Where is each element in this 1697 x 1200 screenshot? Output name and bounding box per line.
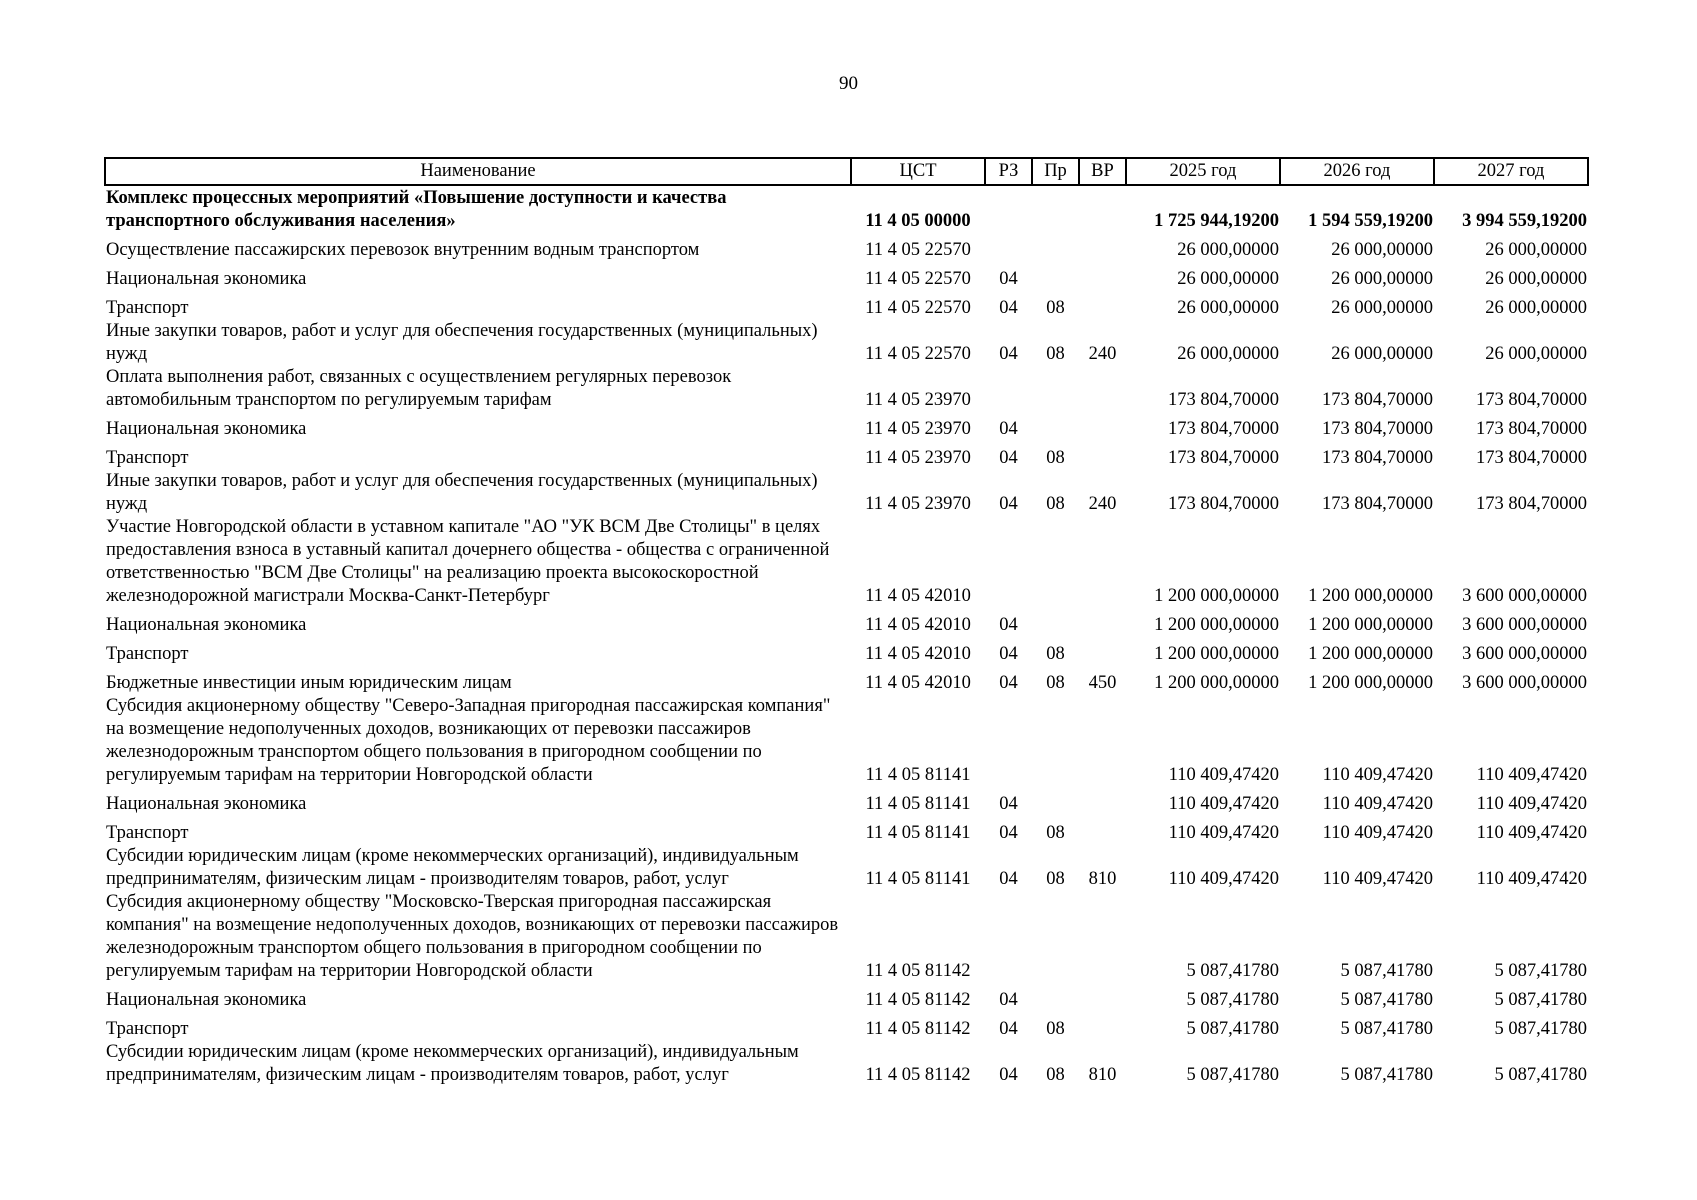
cell-name: Оплата выполнения работ, связанных с осуществлением регулярных перевозок автомобильным транспортом по регулируемым тарифам: [106, 367, 732, 410]
cell-2025: 5 087,41780: [1186, 1019, 1279, 1039]
cell-pr: 08: [1046, 823, 1065, 843]
cell-2027: 26 000,00000: [1485, 344, 1587, 364]
cell-2025: 26 000,00000: [1177, 269, 1279, 289]
cell-2025: 1 200 000,00000: [1154, 586, 1279, 606]
cell-2025: 110 409,47420: [1168, 823, 1279, 843]
cell-rz: [985, 891, 1032, 983]
cell-pr: 08: [1046, 1019, 1065, 1039]
cell-cst: 11 4 05 81142: [865, 1065, 971, 1085]
cell-2025: 1 200 000,00000: [1154, 644, 1279, 664]
table-row: [105, 787, 1588, 816]
cell-name: Национальная экономика: [106, 794, 307, 814]
cell-vr: [1079, 787, 1126, 816]
cell-vr: [1079, 516, 1126, 608]
cell-name: Национальная экономика: [106, 990, 307, 1010]
cell-2026: 173 804,70000: [1322, 390, 1433, 410]
cell-pr: [1032, 516, 1079, 608]
table-row: [105, 608, 1588, 637]
cell-pr: [1032, 262, 1079, 291]
cell-2027: 3 994 559,19200: [1462, 211, 1587, 231]
cell-name: Участие Новгородской области в уставном капитале "АО "УК ВСМ Две Столицы" в целях предоставления взноса в уставный капитал дочернего общества - общества с ограниченной ответственностью "ВСМ Две Столицы" на реализацию проекта высокоскоростной железнодорожной магистрали Москва-Санкт-Петербург: [106, 517, 830, 606]
cell-vr: [1079, 412, 1126, 441]
header-2027: 2027 год: [1434, 158, 1588, 185]
cell-2027: 26 000,00000: [1485, 298, 1587, 318]
cell-pr: [1032, 366, 1079, 412]
table-row: [105, 1012, 1588, 1041]
cell-pr: [1032, 695, 1079, 787]
cell-2026: 26 000,00000: [1331, 269, 1433, 289]
cell-2027: 173 804,70000: [1476, 390, 1587, 410]
cell-name: Субсидии юридическим лицам (кроме некоммерческих организаций), индивидуальным предпринимателям, физическим лицам - производителям товаров, работ, услуг: [106, 1042, 799, 1085]
cell-pr: 08: [1046, 673, 1065, 693]
cell-2025: 26 000,00000: [1177, 298, 1279, 318]
cell-2027: 5 087,41780: [1494, 1065, 1587, 1085]
cell-pr: 08: [1046, 298, 1065, 318]
cell-vr: 450: [1088, 673, 1117, 693]
cell-name: Транспорт: [106, 298, 189, 318]
cell-name: Транспорт: [106, 823, 189, 843]
cell-rz: 04: [999, 1065, 1018, 1085]
cell-2027: 173 804,70000: [1476, 419, 1587, 439]
cell-2026: 5 087,41780: [1340, 961, 1433, 981]
cell-cst: 11 4 05 81141: [865, 823, 971, 843]
cell-vr: [1079, 816, 1126, 845]
cell-cst: 11 4 05 23970: [865, 390, 971, 410]
cell-2027: 5 087,41780: [1494, 990, 1587, 1010]
cell-2027: 173 804,70000: [1476, 448, 1587, 468]
cell-pr: 08: [1046, 448, 1065, 468]
table-row: [105, 233, 1588, 262]
cell-rz: 04: [999, 269, 1018, 289]
cell-cst: 11 4 05 81142: [865, 990, 971, 1010]
cell-vr: [1079, 291, 1126, 320]
cell-2027: 3 600 000,00000: [1462, 644, 1587, 664]
cell-2026: 26 000,00000: [1331, 240, 1433, 260]
table-header: [105, 158, 1588, 185]
cell-rz: [985, 695, 1032, 787]
cell-2027: 5 087,41780: [1494, 1019, 1587, 1039]
table-row: [105, 516, 1588, 608]
cell-2026: 5 087,41780: [1340, 1019, 1433, 1039]
cell-rz: 04: [999, 494, 1018, 514]
cell-cst: 11 4 05 81141: [865, 869, 971, 889]
table-row: [105, 1041, 1588, 1087]
cell-2025: 110 409,47420: [1168, 765, 1279, 785]
cell-vr: 240: [1088, 494, 1117, 514]
cell-2026: 1 200 000,00000: [1308, 615, 1433, 635]
table-row: [105, 470, 1588, 516]
cell-2026: 26 000,00000: [1331, 344, 1433, 364]
cell-pr: [1032, 608, 1079, 637]
cell-pr: 08: [1046, 1065, 1065, 1085]
cell-rz: 04: [999, 823, 1018, 843]
table-row: [105, 412, 1588, 441]
cell-name: Комплекс процессных мероприятий «Повышение доступности и качества транспортного обслуживания населения»: [106, 188, 727, 231]
cell-2025: 173 804,70000: [1168, 448, 1279, 468]
cell-name: Осуществление пассажирских перевозок внутренним водным транспортом: [106, 240, 700, 260]
cell-pr: [1032, 412, 1079, 441]
cell-pr: [1032, 233, 1079, 262]
cell-cst: 11 4 05 81141: [865, 794, 971, 814]
cell-2025: 173 804,70000: [1168, 494, 1279, 514]
cell-2025: 173 804,70000: [1168, 419, 1279, 439]
cell-vr: [1079, 608, 1126, 637]
header-2025: 2025 год: [1126, 158, 1280, 185]
cell-cst: 11 4 05 81142: [865, 1019, 971, 1039]
header-row: [105, 158, 1588, 185]
cell-name: Национальная экономика: [106, 615, 307, 635]
cell-name: Иные закупки товаров, работ и услуг для обеспечения государственных (муниципальных) нужд: [106, 321, 818, 364]
cell-cst: 11 4 05 22570: [865, 344, 971, 364]
table-row: [105, 983, 1588, 1012]
header-name: Наименование: [105, 158, 851, 185]
cell-2027: 110 409,47420: [1476, 794, 1587, 814]
table-row: [105, 816, 1588, 845]
cell-pr: 08: [1046, 869, 1065, 889]
cell-2025: 173 804,70000: [1168, 390, 1279, 410]
cell-rz: 04: [999, 615, 1018, 635]
cell-cst: 11 4 05 22570: [865, 298, 971, 318]
cell-2027: 26 000,00000: [1485, 240, 1587, 260]
cell-2025: 26 000,00000: [1177, 240, 1279, 260]
cell-rz: 04: [999, 673, 1018, 693]
cell-2027: 110 409,47420: [1476, 869, 1587, 889]
cell-cst: 11 4 05 42010: [865, 673, 971, 693]
header-2026: 2026 год: [1280, 158, 1434, 185]
cell-2026: 26 000,00000: [1331, 298, 1433, 318]
cell-name: Субсидия акционерному обществу "Московско-Тверская пригородная пассажирская компания" на возмещение недополученных доходов, возникающих от перевозки пассажиров железнодорожным транспортом общего пользования в пригородном сообщении по регулируемым тарифам на территории Новгородской области: [106, 892, 839, 981]
cell-cst: 11 4 05 00000: [865, 211, 971, 231]
table-row: [105, 320, 1588, 366]
cell-rz: [985, 366, 1032, 412]
cell-2026: 110 409,47420: [1322, 823, 1433, 843]
cell-2027: 26 000,00000: [1485, 269, 1587, 289]
cell-vr: [1079, 695, 1126, 787]
header-cst: ЦСТ: [851, 158, 985, 185]
cell-name: Иные закупки товаров, работ и услуг для обеспечения государственных (муниципальных) нужд: [106, 471, 818, 514]
cell-rz: 04: [999, 990, 1018, 1010]
table-row: [105, 637, 1588, 666]
cell-2025: 1 725 944,19200: [1154, 211, 1279, 231]
cell-cst: 11 4 05 23970: [865, 494, 971, 514]
cell-2026: 1 594 559,19200: [1308, 211, 1433, 231]
budget-table: [104, 157, 1589, 1087]
cell-vr: [1079, 1012, 1126, 1041]
cell-2025: 1 200 000,00000: [1154, 673, 1279, 693]
cell-pr: 08: [1046, 494, 1065, 514]
cell-rz: 04: [999, 344, 1018, 364]
cell-vr: [1079, 637, 1126, 666]
table-row: [105, 262, 1588, 291]
cell-2026: 110 409,47420: [1322, 765, 1433, 785]
cell-vr: [1079, 366, 1126, 412]
cell-name: Субсидия акционерному обществу "Северо-Западная пригородная пассажирская компания" на возмещение недополученных доходов, возникающих от перевозки пассажиров железнодорожным транспортом общего пользования в пригородном сообщении по регулируемым тарифам на территории Новгородской области: [106, 696, 831, 785]
cell-2026: 110 409,47420: [1322, 869, 1433, 889]
cell-rz: [985, 516, 1032, 608]
cell-2027: 3 600 000,00000: [1462, 586, 1587, 606]
cell-2026: 1 200 000,00000: [1308, 673, 1433, 693]
cell-name: Транспорт: [106, 644, 189, 664]
cell-pr: 08: [1046, 644, 1065, 664]
cell-vr: [1079, 983, 1126, 1012]
cell-2027: 3 600 000,00000: [1462, 673, 1587, 693]
cell-2026: 173 804,70000: [1322, 448, 1433, 468]
cell-2027: 110 409,47420: [1476, 823, 1587, 843]
cell-2027: 173 804,70000: [1476, 494, 1587, 514]
cell-rz: 04: [999, 298, 1018, 318]
cell-pr: 08: [1046, 344, 1065, 364]
cell-cst: 11 4 05 81141: [865, 765, 971, 785]
header-rz: РЗ: [985, 158, 1032, 185]
cell-rz: 04: [999, 419, 1018, 439]
cell-2026: 1 200 000,00000: [1308, 586, 1433, 606]
cell-2027: 110 409,47420: [1476, 765, 1587, 785]
cell-cst: 11 4 05 22570: [865, 269, 971, 289]
cell-vr: [1079, 185, 1126, 233]
table-row: [105, 441, 1588, 470]
cell-name: Национальная экономика: [106, 269, 307, 289]
cell-rz: 04: [999, 644, 1018, 664]
cell-2025: 26 000,00000: [1177, 344, 1279, 364]
cell-2025: 5 087,41780: [1186, 1065, 1279, 1085]
cell-rz: 04: [999, 794, 1018, 814]
cell-pr: [1032, 787, 1079, 816]
cell-2025: 5 087,41780: [1186, 990, 1279, 1010]
cell-2026: 5 087,41780: [1340, 1065, 1433, 1085]
header-pr: Пр: [1032, 158, 1079, 185]
cell-2027: 5 087,41780: [1494, 961, 1587, 981]
table-row: [105, 291, 1588, 320]
cell-2025: 110 409,47420: [1168, 869, 1279, 889]
cell-vr: [1079, 233, 1126, 262]
cell-cst: 11 4 05 42010: [865, 615, 971, 635]
cell-rz: 04: [999, 1019, 1018, 1039]
cell-name: Транспорт: [106, 1019, 189, 1039]
cell-pr: [1032, 983, 1079, 1012]
cell-rz: [985, 233, 1032, 262]
cell-2026: 173 804,70000: [1322, 419, 1433, 439]
cell-2026: 5 087,41780: [1340, 990, 1433, 1010]
cell-cst: 11 4 05 42010: [865, 644, 971, 664]
cell-cst: 11 4 05 23970: [865, 419, 971, 439]
cell-pr: [1032, 891, 1079, 983]
cell-vr: 810: [1088, 1065, 1117, 1085]
cell-cst: 11 4 05 81142: [865, 961, 971, 981]
header-vr: ВР: [1079, 158, 1126, 185]
cell-name: Транспорт: [106, 448, 189, 468]
cell-vr: [1079, 441, 1126, 470]
cell-vr: 810: [1088, 869, 1117, 889]
cell-rz: 04: [999, 869, 1018, 889]
cell-2025: 5 087,41780: [1186, 961, 1279, 981]
table-row: [105, 666, 1588, 695]
table-row: [105, 891, 1588, 983]
cell-2026: 110 409,47420: [1322, 794, 1433, 814]
cell-cst: 11 4 05 23970: [865, 448, 971, 468]
table-row: [105, 366, 1588, 412]
cell-name: Национальная экономика: [106, 419, 307, 439]
cell-2026: 1 200 000,00000: [1308, 644, 1433, 664]
cell-vr: [1079, 891, 1126, 983]
cell-cst: 11 4 05 22570: [865, 240, 971, 260]
page-number: 90: [839, 73, 858, 94]
cell-pr: [1032, 185, 1079, 233]
table-row: [105, 695, 1588, 787]
cell-2027: 3 600 000,00000: [1462, 615, 1587, 635]
cell-2025: 1 200 000,00000: [1154, 615, 1279, 635]
table-body: [105, 185, 1588, 1087]
cell-2026: 173 804,70000: [1322, 494, 1433, 514]
cell-name: Субсидии юридическим лицам (кроме некоммерческих организаций), индивидуальным предпринимателям, физическим лицам - производителям товаров, работ, услуг: [106, 846, 799, 889]
table-row: [105, 185, 1588, 233]
cell-name: Бюджетные инвестиции иным юридическим лицам: [106, 673, 512, 693]
cell-vr: 240: [1088, 344, 1117, 364]
cell-cst: 11 4 05 42010: [865, 586, 971, 606]
cell-rz: [985, 185, 1032, 233]
cell-rz: 04: [999, 448, 1018, 468]
table-row: [105, 845, 1588, 891]
cell-2025: 110 409,47420: [1168, 794, 1279, 814]
cell-vr: [1079, 262, 1126, 291]
